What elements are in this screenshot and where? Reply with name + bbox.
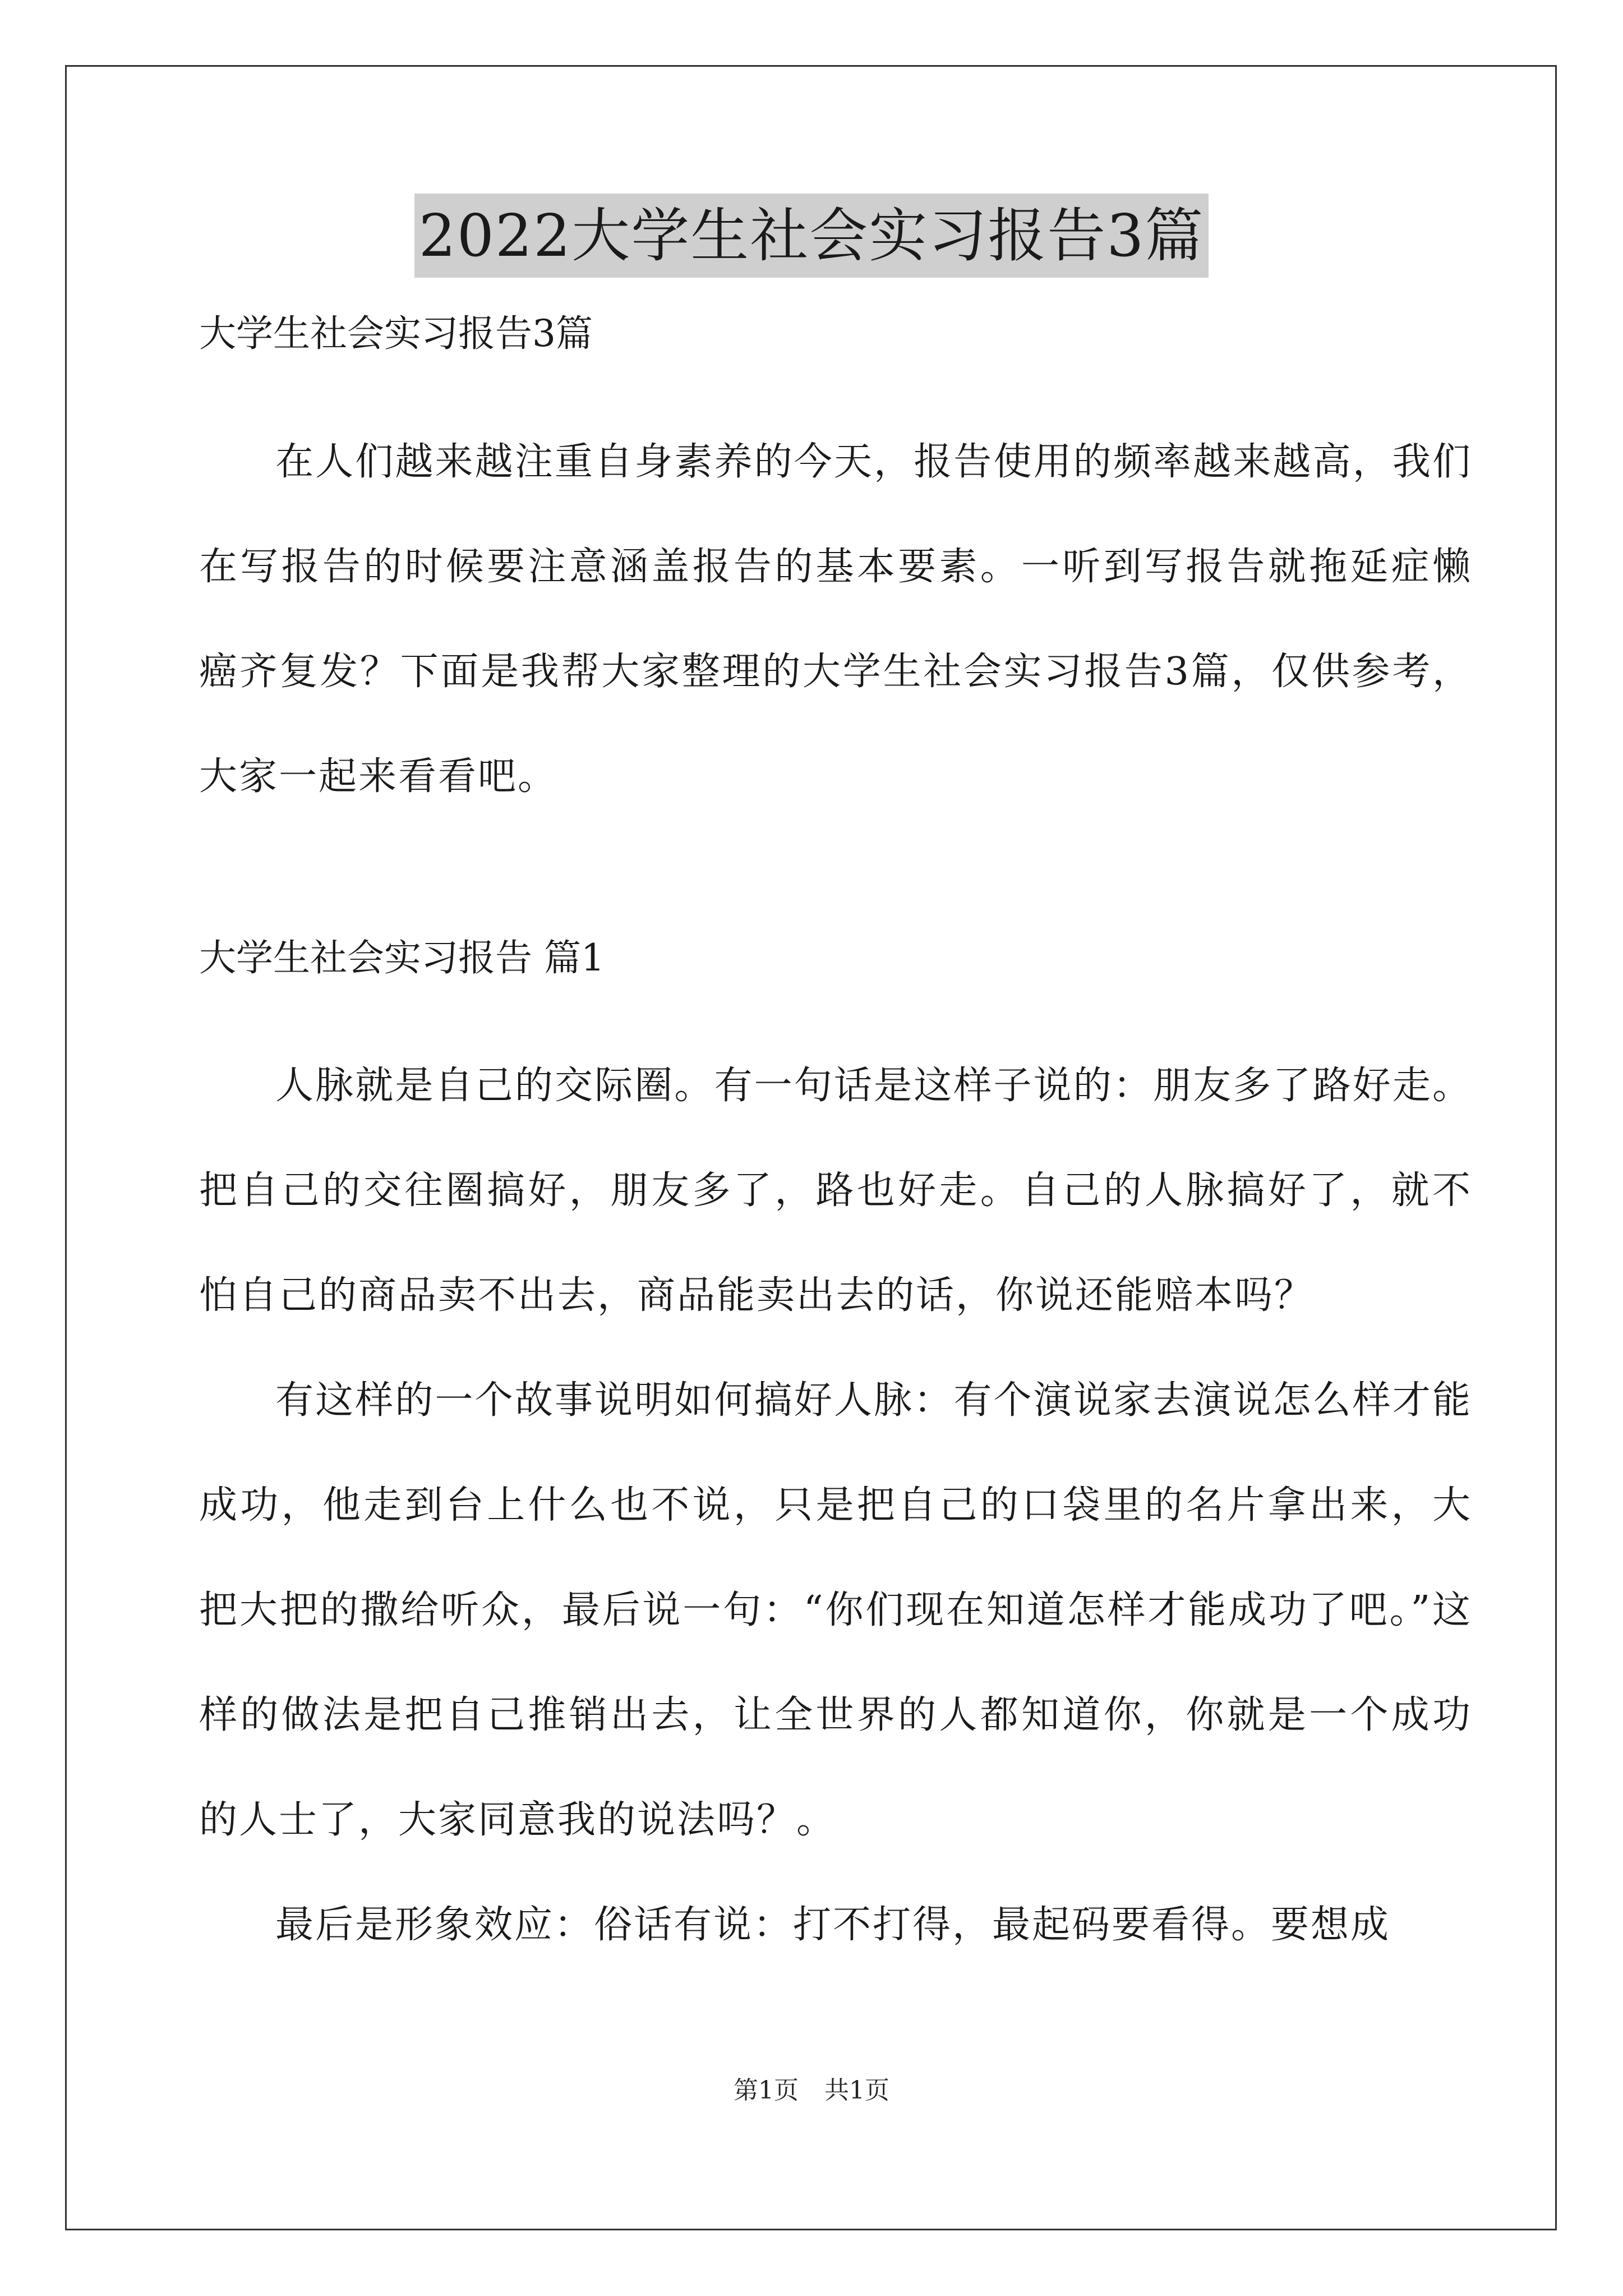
document-title: 2022大学生社会实习报告3篇 bbox=[414, 194, 1209, 278]
title-container bbox=[0, 194, 1623, 278]
page-total: 共1页 bbox=[824, 2076, 889, 2105]
body-paragraph: 人脉就是自己的交际圈。有一句话是这样子说的：朋友多了路好走。把自己的交往圈搞好，朋友多了，路也好走。自己的人脉搞好了，就不怕自己的商品卖不出去，商品能卖出去的话，你说还能赔本吗？ bbox=[199, 1064, 1472, 1318]
body-paragraph: 最后是形象效应：俗话有说：打不打得，最起码要看得。要想成 bbox=[275, 1903, 1391, 1947]
intro-paragraph: 在人们越来越注重自身素养的今天，报告使用的频率越来越高，我们在写报告的时候要注意涵盖报告的基本要素。一听到写报告就拖延症懒癌齐复发？下面是我帮大家整理的大学生社会实习报告3篇，仅供参考，大家一起来看看吧。 bbox=[199, 440, 1472, 799]
document-subtitle: 大学生社会实习报告3篇 bbox=[199, 312, 593, 355]
document-body bbox=[199, 306, 1472, 1977]
body-paragraph: 有这样的一个故事说明如何搞好人脉：有个演说家去演说怎么样才能成功，他走到台上什么也不说，只是把自己的口袋里的名片拿出来，大把大把的撒给听众，最后说一句：“你们现在知道怎样才能成功了吧。”这样的做法是把自己推销出去，让全世界的人都知道你，你就是一个成功的人士了，大家同意我的说法吗？。 bbox=[199, 1378, 1472, 1842]
section-heading: 大学生社会实习报告 篇1 bbox=[199, 936, 605, 979]
page-footer bbox=[0, 2070, 1623, 2106]
page-number: 第1页 bbox=[734, 2076, 799, 2105]
